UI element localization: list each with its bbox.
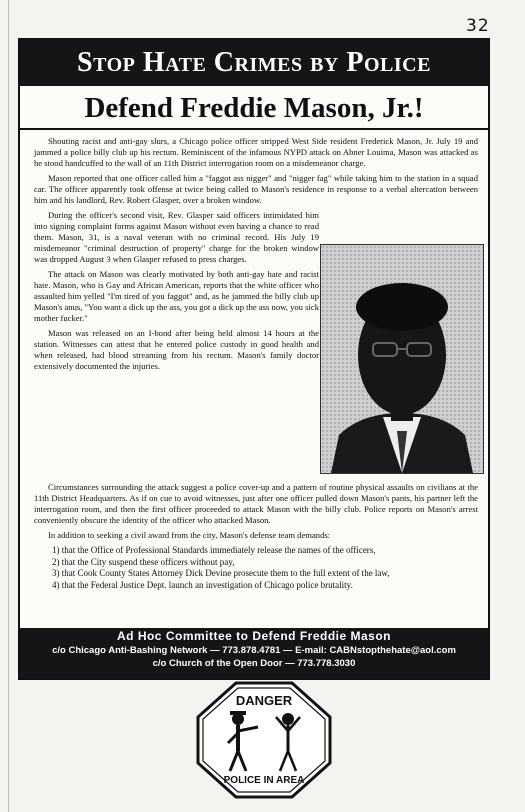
- narrow-column: [34, 210, 319, 372]
- banner-title: Stop Hate Crimes by Police: [20, 40, 488, 86]
- paragraph: Mason was released on an I-bond after being held almost 14 hours at the station. Witnesses can attest that he entered police custody in good health and when released, had blood streaming from his rectum. Mason's family doctor extensively documented the injuries.: [34, 328, 319, 371]
- paragraph: Shouting racist and anti-gay slurs, a Chicago police officer stripped West Side resident Frederick Mason, Jr. July 19 and jammed a police billy club up his rectum. Reminiscent of the infamous NYPD attack on Abner Louima, Mason was attacked as he stood handcuffed to the wall of an 11th District interrogation room on a misdemeanor charge.: [34, 136, 478, 168]
- paragraph: Circumstances surrounding the attack suggest a police cover-up and a pattern of routine physical assaults on civilians at the 11th District Headquarters. As if on cue to avoid witnesses, just after one officer pulled down Mason's pants, his partner left the interrogation room, and then the first officer proceeded to attack Mason with the billy club. Police reports on Mason's arrest conveniently obscure the identity of the officer who attacked Mason.: [34, 482, 478, 525]
- contact-footer: [20, 628, 488, 678]
- list-item: 3) that Cook County States Attorney Dick Devine prosecute them to the full extent of the law,: [52, 568, 390, 578]
- portrait-photo: [320, 244, 484, 474]
- contact-line: c/o Church of the Open Door — 773.778.3030: [152, 658, 356, 669]
- paragraph: Mason reported that one officer called him a "faggot ass nigger" and "nigger fag" while taking him to the station in a squad car. The officer apparently took offense at twice being called to Mason's residence in response to a verbal altercation between him and his landlord, Rev. Robert Glasper, over a broken window.: [34, 173, 478, 205]
- flyer: [18, 38, 490, 680]
- paragraph: The attack on Mason was clearly motivated by both anti-gay hate and racist hate. Mason, who is Gay and African American, reports that the white officer who assaulted him yelled "I'm tired of you faggot" and, as he jammed the billy club up Mason's anus, "You want a dick up the ass, you got a dick up the ass now, you sick mother fucker.": [34, 269, 319, 323]
- sign-top-text: DANGER: [235, 693, 293, 708]
- committee-name: Ad Hoc Committee to Defend Freddie Mason: [116, 629, 392, 643]
- article-continued: [34, 482, 478, 591]
- sign-bottom-text: POLICE IN AREA: [223, 775, 305, 786]
- list-item: 4) that the Federal Justice Dept. launch an investigation of Chicago police brutality.: [52, 579, 353, 590]
- page-edge-rule: [8, 0, 9, 812]
- danger-sign-icon: [196, 681, 332, 799]
- page-number: 32: [466, 16, 490, 36]
- list-item: 1) that the Office of Professional Standards immediately release the names of the officers,: [52, 545, 376, 555]
- subhead-title: Defend Freddie Mason, Jr.!: [20, 88, 488, 130]
- contact-line: c/o Chicago Anti-Bashing Network — 773.878.4781 — E-mail: CABNstopthehate@aol.com: [52, 645, 456, 656]
- paragraph: In addition to seeking a civil award from the city, Mason's defense team demands:: [48, 530, 331, 540]
- list-item: 2) that the City suspend these officers without pay,: [52, 556, 235, 567]
- demands-list: [34, 545, 478, 591]
- paragraph: During the officer's second visit, Rev. Glasper said officers intimidated him into signing complaint forms against Mason without even having a chance to read them. Mason, 31, is a naval veteran with no criminal record. His July 19 misdemeanor "criminal destruction of property" charge for the broken window was dropped August 3 when Glasper refused to press charges.: [34, 210, 319, 264]
